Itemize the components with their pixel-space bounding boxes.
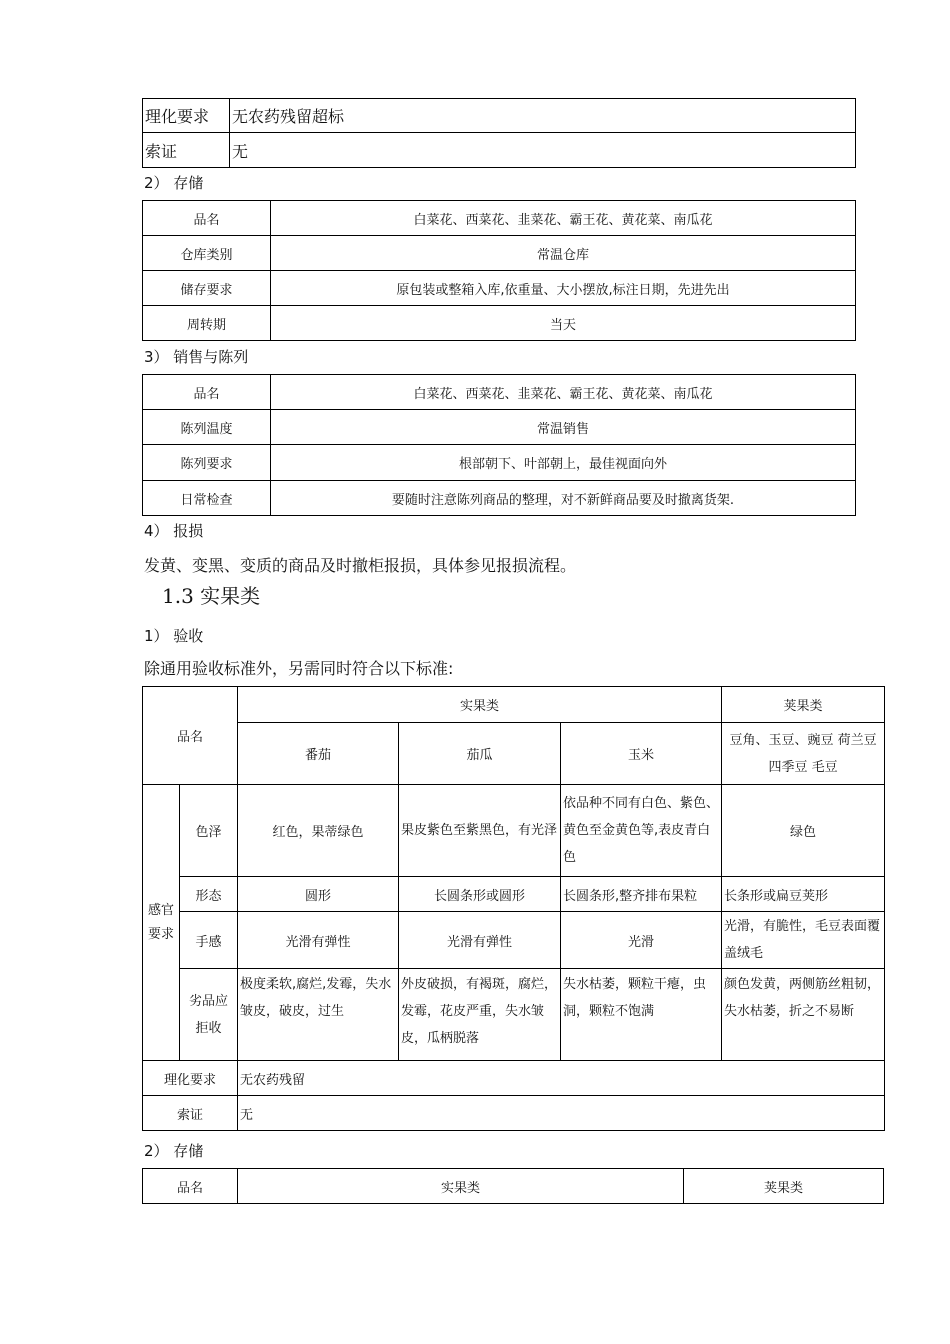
col-header-eggplant: 茄瓜 xyxy=(399,723,561,785)
cell-eggplant-shape: 长圆条形或圆形 xyxy=(399,877,561,912)
pinming-header: 品名 xyxy=(143,1169,238,1204)
storage-table xyxy=(142,200,856,341)
cell-beans-shape: 长条形或扁豆荚形 xyxy=(722,877,885,912)
label-cell: 陈列温度 xyxy=(143,410,271,445)
cell-tomato-shape: 圆形 xyxy=(238,877,399,912)
fruit-acceptance-table xyxy=(142,686,885,1131)
label-cell: 仓库类别 xyxy=(143,236,271,271)
cell-tomato-color: 红色，果蒂绿色 xyxy=(238,785,399,877)
label-cell: 陈列要求 xyxy=(143,445,271,481)
cell-corn-color: 依品种不同有白色、紫色、黄色至金黄色等,表皮青白色 xyxy=(561,785,722,877)
label-cell: 品名 xyxy=(143,375,271,410)
label-cell: 日常检查 xyxy=(143,481,271,516)
cell-corn-feel: 光滑 xyxy=(561,912,722,969)
section-title-loss: 4） 报损 xyxy=(144,522,204,540)
group-header-shiguo: 实果类 xyxy=(238,687,722,723)
cell-beans-color: 绿色 xyxy=(722,785,885,877)
group-header-jiaguo: 荚果类 xyxy=(722,687,885,723)
value-cell: 根部朝下、叶部朝上，最佳视面向外 xyxy=(271,445,856,481)
row-label-color: 色泽 xyxy=(180,785,238,877)
cell-eggplant-feel: 光滑有弹性 xyxy=(399,912,561,969)
value-cell: 白菜花、西菜花、韭菜花、霸王花、黄花菜、南瓜花 xyxy=(271,375,856,410)
fruit-storage-table xyxy=(142,1168,884,1204)
value-cell: 要随时注意陈列商品的整理，对不新鲜商品要及时撤离货架. xyxy=(271,481,856,516)
suozheng-value: 无 xyxy=(238,1096,885,1131)
row-label-reject: 劣品应拒收 xyxy=(180,969,238,1061)
row-label-feel: 手感 xyxy=(180,912,238,969)
col-header-beans: 豆角、玉豆、豌豆 荷兰豆 四季豆 毛豆 xyxy=(722,723,885,785)
label-cell: 索证 xyxy=(143,133,230,168)
value-cell: 白菜花、西菜花、韭菜花、霸王花、黄花菜、南瓜花 xyxy=(271,201,856,236)
value-cell: 常温仓库 xyxy=(271,236,856,271)
heading-fruit-vegetables: 1.3 实果类 xyxy=(162,584,261,608)
value-cell: 当天 xyxy=(271,306,856,341)
value-cell: 无 xyxy=(230,133,856,168)
value-cell: 常温销售 xyxy=(271,410,856,445)
physchem-table xyxy=(142,98,856,168)
pinming-header: 品名 xyxy=(143,687,238,785)
col-header-corn: 玉米 xyxy=(561,723,722,785)
sensory-label: 感官要求 xyxy=(143,785,180,1061)
suozheng-label: 索证 xyxy=(143,1096,238,1131)
value-cell: 原包装或整箱入库,依重量、大小摆放,标注日期，先进先出 xyxy=(271,271,856,306)
cell-beans-feel: 光滑，有脆性，毛豆表面覆盖绒毛 xyxy=(722,912,885,969)
group-header-jiaguo: 荚果类 xyxy=(684,1169,884,1204)
label-cell: 周转期 xyxy=(143,306,271,341)
cell-eggplant-reject: 外皮破损，有褐斑，腐烂，发霉，花皮严重，失水皱皮，瓜柄脱落 xyxy=(399,969,561,1061)
lihua-label: 理化要求 xyxy=(143,1061,238,1096)
cell-eggplant-color: 果皮紫色至紫黑色，有光泽 xyxy=(399,785,561,877)
label-cell: 理化要求 xyxy=(143,99,230,133)
col-header-tomato: 番茄 xyxy=(238,723,399,785)
acceptance-intro: 除通用验收标准外，另需同时符合以下标准: xyxy=(144,659,454,678)
section-title-storage: 2） 存储 xyxy=(144,174,204,192)
cell-tomato-reject: 极度柔软,腐烂,发霉，失水皱皮，破皮，过生 xyxy=(238,969,399,1061)
display-table xyxy=(142,374,856,516)
cell-corn-reject: 失水枯萎，颗粒干瘪，虫洞，颗粒不饱满 xyxy=(561,969,722,1061)
lihua-value: 无农药残留 xyxy=(238,1061,885,1096)
label-cell: 储存要求 xyxy=(143,271,271,306)
group-header-shiguo: 实果类 xyxy=(238,1169,684,1204)
cell-tomato-feel: 光滑有弹性 xyxy=(238,912,399,969)
row-label-shape: 形态 xyxy=(180,877,238,912)
loss-paragraph: 发黄、变黑、变质的商品及时撤柜报损，具体参见报损流程。 xyxy=(144,556,577,575)
label-cell: 品名 xyxy=(143,201,271,236)
cell-beans-reject: 颜色发黄，两侧筋丝粗韧，失水枯萎，折之不易断 xyxy=(722,969,885,1061)
section-title-display: 3） 销售与陈列 xyxy=(144,348,249,366)
value-cell: 无农药残留超标 xyxy=(230,99,856,133)
subsection-title-acceptance: 1） 验收 xyxy=(144,627,204,645)
cell-corn-shape: 长圆条形,整齐排布果粒 xyxy=(561,877,722,912)
subsection-title-storage: 2） 存储 xyxy=(144,1142,204,1160)
